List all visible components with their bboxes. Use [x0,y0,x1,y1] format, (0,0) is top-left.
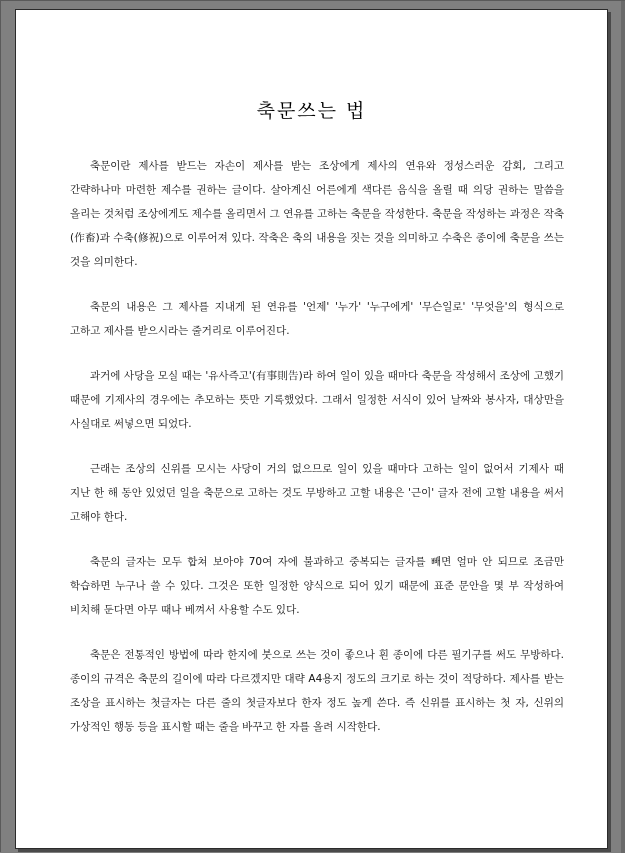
viewer-scrollbar-track[interactable] [621,1,625,853]
paragraph-5: 축문의 글자는 모두 합쳐 보아야 70여 자에 불과하고 중복되는 글자를 빼면 얼마 안 되므로 조금만 학습하면 누구나 쓸 수 있다. 그것은 또한 일정한 양식으로 되어 있기 때문에 표준 문안을 몇 부 작성하여 비치해 둔다면 아무 때나 베껴서 사용할 수도 있다. [70,556,564,616]
document-page [15,9,608,849]
paragraph-3: 과거에 사당을 모실 때는 '유사즉고'(有事則告)라 하여 일이 있을 때마다 축문을 작성해서 조상에 고했기 때문에 기제사의 경우에는 추모하는 뜻만 기록했었다. 그래서 일정한 서식이 있어 날짜와 봉사자, 대상만을 사실대로 써넣으면 되었다. [70,370,564,430]
document-body [70,154,564,760]
document-title: 축문쓰는 법 [256,100,367,122]
paragraph-6: 축문은 전통적인 방법에 따라 한지에 붓으로 쓰는 것이 좋으나 흰 종이에 다른 필기구를 써도 무방하다. 종이의 규격은 축문의 길이에 따라 다르겠지만 대략 A4용지 정도의 크기로 하는 것이 적당하다. 제사를 받는 조상을 표시하는 첫글자는 다른 줄의 첫글자보다 한자 정도 높게 쓴다. 즉 신위를 표시하는 첫 자, 신위의 가상적인 행동 등을 표시할 때는 줄을 바꾸고 한 자를 올려 시작한다. [70,649,564,733]
paragraph-2: 축문의 내용은 그 제사를 지내게 된 연유를 '언제' '누가' '누구에게' '무슨일로' '무엇을'의 형식으로 고하고 제사를 받으시라는 줄거리로 이루어진다. [70,301,564,337]
paragraph-4: 근래는 조상의 신위를 모시는 사당이 거의 없으므로 일이 있을 때마다 고하는 일이 없어서 기제사 때 지난 한 해 동안 있었던 일을 축문으로 고하는 것도 무방하고 고할 내용은 '근이' 글자 전에 고할 내용을 써서 고해야 한다. [70,463,564,523]
paragraph-1: 축문이란 제사를 받드는 자손이 제사를 받는 조상에게 제사의 연유와 정성스러운 감회, 그리고 간략하나마 마련한 제수를 권하는 글이다. 살아계신 어른에게 색다른 음식을 올릴 때 의당 권하는 말씀을 올리는 것처럼 조상에게도 제수를 올리면서 그 연유를 고하는 축문을 작성한다. 축문을 작성하는 과정은 작축(作畜)과 수축(修祝)으로 이루어져 있다. 작축은 축의 내용을 짓는 것을 의미하고 수축은 종이에 축문을 쓰는 것을 의미한다. [70,160,564,268]
